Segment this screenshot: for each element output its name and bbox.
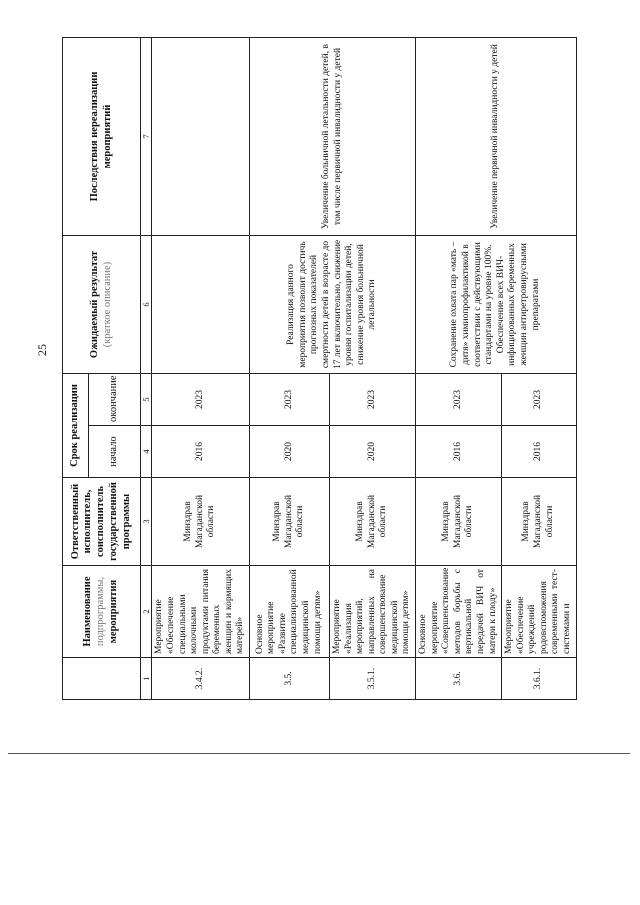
header-executor: Ответственный исполнитель, соисполнитель государственной программы	[63, 478, 141, 566]
col-number: 5	[141, 374, 152, 426]
table-row	[416, 38, 502, 700]
row-consequence: Увеличение первичной инвалидности у детей	[416, 38, 577, 236]
row-name: Основное мероприятие «Развитие специализированной медицинской помощи детям»	[249, 566, 329, 658]
header-end: окончание	[89, 374, 141, 426]
header-result-top: Ожидаемый результат	[88, 250, 100, 359]
header-col1	[63, 658, 141, 700]
row-executor: Минздрав Магаданской области	[249, 478, 329, 566]
header-name-faded: подпрограммы,	[95, 576, 107, 647]
row-executor: Минздрав Магаданской области	[416, 478, 502, 566]
row-consequence: Увеличение больничной летальности детей, в том числе первичной инвалидности у детей	[249, 38, 415, 236]
table-row	[152, 38, 250, 700]
row-result	[152, 236, 250, 374]
header-name-bottom: мероприятия	[107, 579, 119, 644]
row-end: 2023	[329, 374, 415, 426]
row-end: 2023	[502, 374, 576, 426]
row-end: 2023	[416, 374, 502, 426]
header-result	[63, 236, 141, 374]
header-row-1	[63, 38, 89, 700]
row-start: 2020	[329, 426, 415, 478]
row-result: Сохранение охвата пар «мать – дитя» химиопрофилактикой в соответствии с действующими стандартами на уровне 100%. Обеспечение всех ВИЧ-инфицированных беременных женщин антиретровирусными препаратами	[416, 236, 577, 374]
row-start: 2016	[416, 426, 502, 478]
col-number: 1	[141, 658, 152, 700]
page-separator-line	[8, 753, 630, 754]
row-start: 2016	[152, 426, 250, 478]
table-row	[249, 38, 329, 700]
rotated-table-wrapper	[62, 38, 572, 700]
header-name	[63, 566, 141, 658]
header-consequence: Последствия нереализации мероприятий	[63, 38, 141, 236]
row-consequence	[152, 38, 250, 236]
header-start: начало	[89, 426, 141, 478]
row-id: 3.6.	[416, 658, 502, 700]
column-number-row	[141, 38, 152, 700]
row-id: 3.5.	[249, 658, 329, 700]
row-id: 3.4.2.	[152, 658, 250, 700]
row-id: 3.5.1.	[329, 658, 415, 700]
row-executor: Минздрав Магаданской области	[152, 478, 250, 566]
row-name: Основное мероприятие «Совершенствование методов борьбы с вертикальной передачей ВИЧ от матери к плоду»	[416, 566, 502, 658]
col-number: 7	[141, 38, 152, 236]
row-end: 2023	[152, 374, 250, 426]
row-name: Мероприятие «Обеспечение специальными молочными продуктами питания беременных женщин и кормящих матерей»	[152, 566, 250, 658]
row-start: 2020	[249, 426, 329, 478]
header-term-group: Срок реализации	[63, 374, 89, 478]
row-result: Реализация данного мероприятия позволит достичь прогнозных показателей смертности детей в возрасте до 17 лет включительно, снижение уровня госпитализации детей, снижение уровня больничной летальности	[249, 236, 415, 374]
col-number: 3	[141, 478, 152, 566]
header-result-faded: (краткое описание)	[101, 261, 113, 348]
col-number: 2	[141, 566, 152, 658]
page-number: 25	[35, 344, 49, 356]
program-table	[62, 37, 577, 700]
row-start: 2016	[502, 426, 576, 478]
row-name: Мероприятие «Обеспечение учреждений родовспоможения современными тест-системами и	[502, 566, 576, 658]
col-number: 6	[141, 236, 152, 374]
row-id: 3.6.1.	[502, 658, 576, 700]
col-number: 4	[141, 426, 152, 478]
row-executor: Минздрав Магаданской области	[502, 478, 576, 566]
row-name: Мероприятие «Реализация мероприятий, направленных на совершенствование медицинской помощи детям»	[329, 566, 415, 658]
header-name-top: Наименование	[82, 576, 94, 647]
row-executor: Минздрав Магаданской области	[329, 478, 415, 566]
row-end: 2023	[249, 374, 329, 426]
